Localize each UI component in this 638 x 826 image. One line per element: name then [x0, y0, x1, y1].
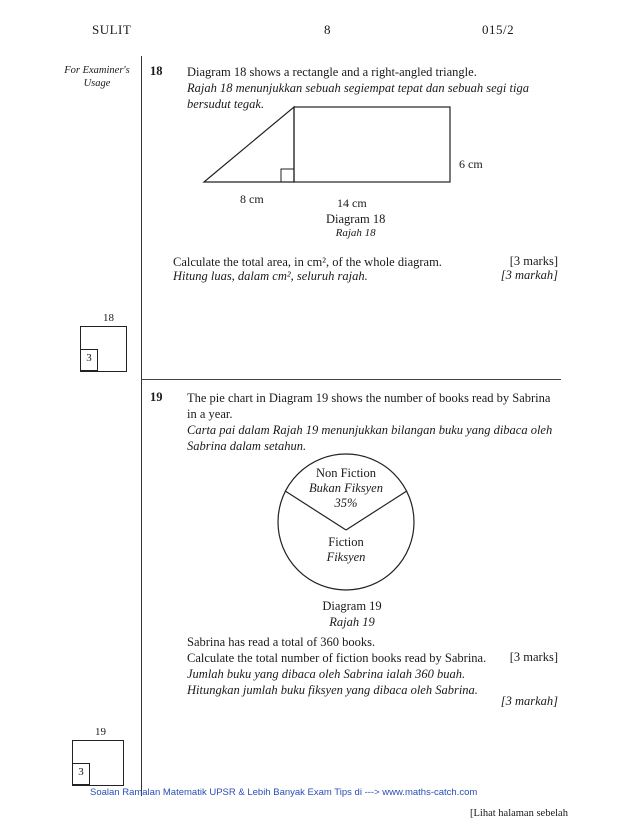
q19-marks-value: 3	[72, 763, 90, 785]
margin-rule	[141, 56, 142, 796]
nonfiction-label-en: Non Fiction	[315, 466, 377, 480]
q18-caption-en: Diagram 18	[326, 212, 386, 226]
nonfiction-label-ms: Bukan Fiksyen	[309, 481, 383, 495]
q18-stem-ms2: bersudut tegak.	[187, 97, 265, 111]
q19-marks-ms: [3 markah]	[500, 694, 558, 708]
q19-info-en: Sabrina has read a total of 360 books.	[187, 635, 376, 649]
q18-box-number: 18	[103, 312, 114, 324]
rectangle-shape	[294, 107, 450, 182]
q18-question-ms: Hitung luas, dalam cm², seluruh rajah.	[173, 269, 368, 283]
fiction-label-ms: Fiksyen	[326, 550, 366, 564]
q19-stem-ms2: Sabrina dalam setahun.	[187, 439, 307, 453]
q19-box-number: 19	[95, 726, 106, 738]
q19-stem-en2: in a year.	[187, 407, 233, 421]
q18-question-en: Calculate the total area, in cm², of the whole diagram.	[173, 255, 442, 269]
examiner-line2: Usage	[83, 78, 111, 89]
examiner-line1: For Examiner's	[64, 65, 130, 76]
q18-stem-ms1: Rajah 18 menunjukkan sebuah segiempat tepat dan sebuah segi tiga	[187, 81, 529, 95]
q18-caption-ms: Rajah 18	[335, 227, 376, 239]
q18-label-rect-base: 14 cm	[337, 196, 367, 210]
q19-caption	[322, 598, 382, 630]
question-separator	[141, 379, 561, 380]
nonfiction-percent: 35%	[334, 496, 358, 510]
q18-stem-en: Diagram 18 shows a rectangle and a right-angled triangle.	[187, 65, 477, 79]
q19-caption-en: Diagram 19	[322, 599, 382, 613]
q19-question-ms: Hitungkan jumlah buku fiksyen yang dibaca oleh Sabrina.	[187, 683, 478, 697]
q19-stem-en1: The pie chart in Diagram 19 shows the number of books read by Sabrina	[187, 391, 551, 405]
q18-label-height: 6 cm	[459, 157, 483, 171]
examiner-usage-label	[54, 64, 140, 90]
q18-label-triangle-base: 8 cm	[240, 192, 264, 206]
q19-question-en: Calculate the total number of fiction books read by Sabrina.	[187, 651, 487, 665]
q18-number: 18	[150, 64, 163, 78]
right-angle-marker	[281, 169, 294, 182]
q18-marks-ms: [3 markah]	[500, 268, 558, 282]
q19-caption-ms: Rajah 19	[329, 615, 375, 629]
pie-slice-fiction-label	[300, 535, 392, 565]
q18-caption	[326, 211, 385, 240]
pie-slice-nonfiction-label	[300, 466, 392, 511]
q19-question	[187, 634, 587, 698]
q18-marks-value: 3	[80, 349, 98, 371]
q19-stem-ms1: Carta pai dalam Rajah 19 menunjukkan bilangan buku yang dibaca oleh	[187, 423, 553, 437]
fiction-label-en: Fiction	[328, 535, 364, 549]
q19-marks-en: [3 marks]	[509, 650, 558, 664]
q19-info-ms: Jumlah buku yang dibaca oleh Sabrina ialah 360 buah.	[187, 667, 466, 681]
q19-stem	[187, 390, 587, 454]
page-number: 8	[324, 22, 331, 37]
next-page-note: [Lihat halaman sebelah	[470, 808, 568, 819]
q19-number: 19	[150, 390, 163, 404]
footer-website-link[interactable]: Soalan Ramalan Matematik UPSR & Lebih Banyak Exam Tips di ---> www.maths-catch.com	[90, 787, 478, 798]
q18-marks-en: [3 marks]	[509, 254, 558, 268]
paper-code: 015/2	[482, 22, 515, 37]
header-sulit: SULIT	[92, 22, 132, 37]
